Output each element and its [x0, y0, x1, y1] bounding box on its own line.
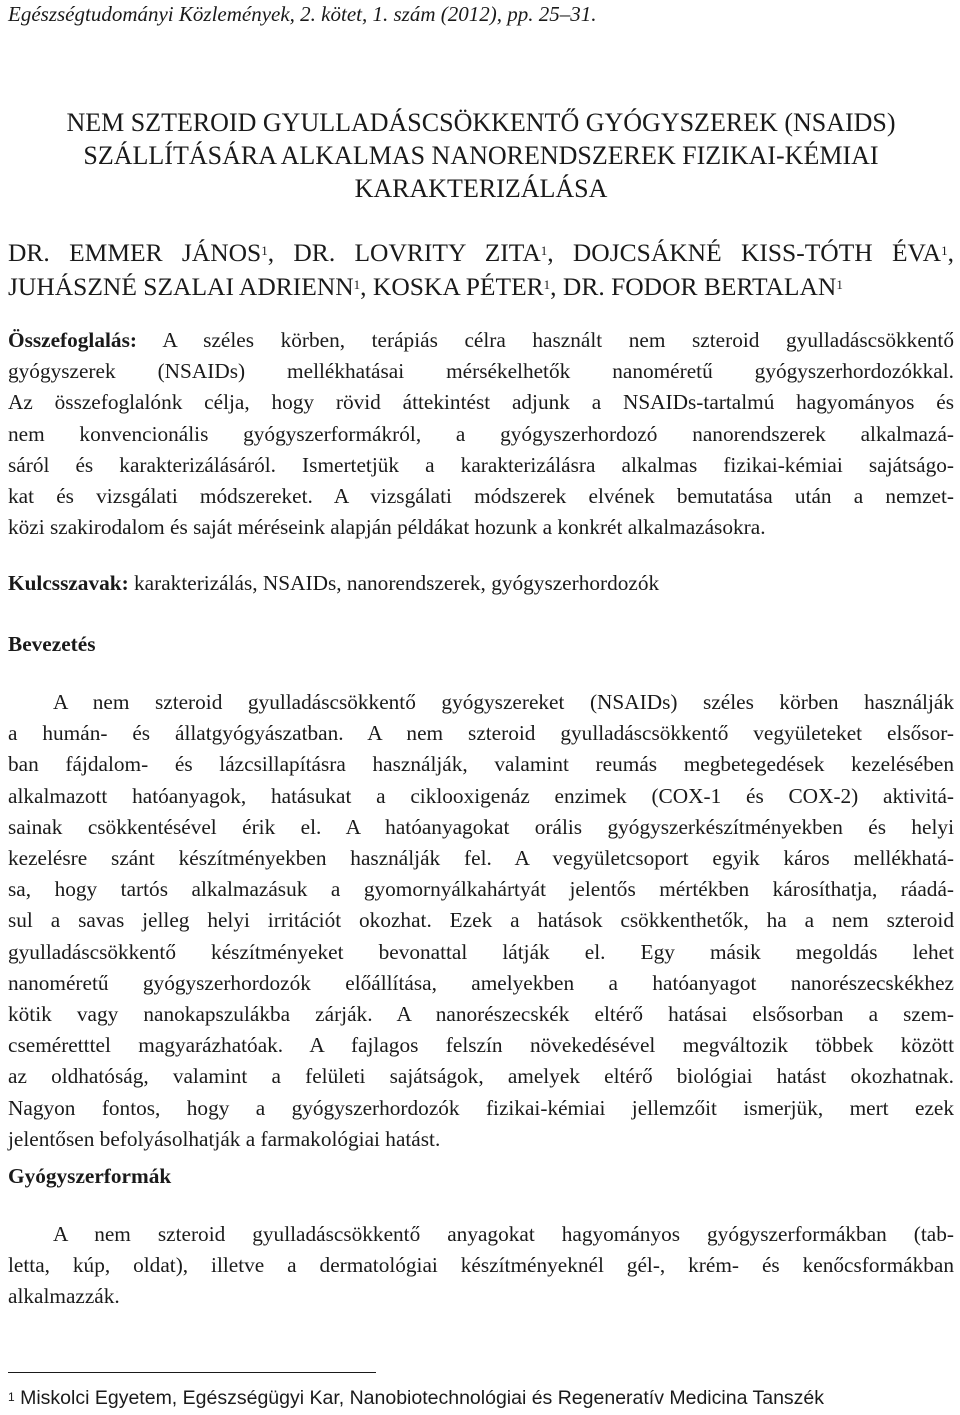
abstract-line: közi szakirodalom és saját méréseink alapján példákat hozunk a konkrét alkalmazásokra. — [8, 515, 766, 540]
body-line: Nagyon fontos, hogy a gyógyszerhordozók fizikai-kémiai jellemzőit ismerjük, mert ezek — [8, 1095, 954, 1120]
body-line: alkalmazzák. — [8, 1284, 120, 1309]
affiliation-mark: 1 — [836, 277, 843, 292]
abstract-line: sáról és karakterizálásáról. Ismertetjük a karakterizálásra alkalmas fizikai-kémiai sajátságo- — [8, 452, 954, 477]
body-line: nanoméretű gyógyszerhordozók előállítása, amelyekben a hatóanyagot nanorészecskékhez — [8, 970, 954, 995]
body-line: sa, hogy tartós alkalmazásuk a gyomornyálkahártyát jelentős mértékben károsíthatja, ráadá- — [8, 877, 954, 902]
abstract-line: nem konvencionális gyógyszerformákról, a gyógyszerhordozó nanorendszerek alkalmazá- — [8, 421, 954, 446]
abstract-text: A széles körben, terápiás célra használt nem szteroid gyulladáscsökkentő — [136, 328, 954, 352]
footnote-text: Miskolci Egyetem, Egészségügyi Kar, Nanobiotechnológiai és Regeneratív Medicina Tanszék — [14, 1387, 825, 1409]
body-line: A nem szteroid gyulladáscsökkentő anyagokat hagyományos gyógyszerformákban (tab- — [53, 1222, 954, 1246]
body-line: a humán- és állatgyógyászatban. A nem szteroid gyulladáscsökkentő vegyületeket elsősor- — [8, 721, 954, 746]
body-line: kötik vagy nanokapszulákba zárják. A nanorészecskék eltérő hatásai elsősorban a szem- — [8, 1002, 954, 1027]
body-line: jelentősen befolyásolhatják a farmakológiai hatást. — [8, 1126, 441, 1151]
body-line: sul a savas jelleg helyi irritációt okozhat. Ezek a hatások csökkenthetők, ha a nem szteroid — [8, 908, 954, 933]
author-name: , DR. FODOR BERTALAN — [550, 272, 837, 301]
body-line: gyulladáscsökkentő készítményeket bevonattal látják el. Egy másik megoldás lehet — [8, 939, 954, 964]
abstract — [8, 325, 954, 543]
affiliation-mark: 1 — [941, 243, 948, 258]
author-line — [8, 236, 954, 270]
title-line: NEM SZTEROID GYULLADÁSCSÖKKENTŐ GYÓGYSZEREK (NSAIDS) — [66, 108, 896, 137]
author-list — [8, 236, 954, 304]
affiliation-mark: 1 — [543, 277, 551, 292]
body-line: az oldhatóság, valamint a felületi sajátságok, amelyek eltérő biológiai hatást okozhatnak. — [8, 1064, 954, 1089]
title-line: SZÁLLÍTÁSÁRA ALKALMAS NANORENDSZEREK FIZIKAI-KÉMIAI — [83, 141, 879, 170]
abstract-line — [8, 325, 954, 356]
section-body-bevezetes — [8, 687, 954, 1155]
body-line: cseméretttel magyarázhatóak. A fajlagos felszín növekedésével megváltozik többek között — [8, 1033, 954, 1058]
author-line — [8, 270, 954, 304]
affiliation-mark: 1 — [353, 277, 361, 292]
author-name: , DOJCSÁKNÉ KISS-TÓTH ÉVA — [547, 238, 942, 267]
keywords — [8, 568, 954, 599]
abstract-line: Az összefoglalónk célja, hogy rövid áttekintést adjunk a NSAIDs-tartalmú hagyományos és — [8, 390, 954, 415]
abstract-line: gyógyszerek (NSAIDs) mellékhatásai mérsékelhetők nanoméretű gyógyszerhordozókkal. — [8, 359, 954, 384]
section-body-gyogyszerformak — [8, 1219, 954, 1313]
footnote-divider — [8, 1372, 376, 1373]
title-line: KARAKTERIZÁLÁSA — [354, 174, 608, 203]
body-line: letta, kúp, oldat), illetve a dermatológiai készítményeknél gél-, krém- és kenőcsformákban — [8, 1253, 954, 1278]
body-line: ban fájdalom- és lázcsillapításra használják, valamint reumás megbetegedések kezelésében — [8, 752, 954, 777]
author-name: JUHÁSZNÉ SZALAI ADRIENN — [8, 272, 354, 301]
section-heading-gyogyszerformak: Gyógyszerformák — [8, 1164, 172, 1188]
body-line: A nem szteroid gyulladáscsökkentő gyógyszereket (NSAIDs) széles körben használják — [53, 690, 954, 714]
body-line: kezelésre szánt készítményekben használják fel. A vegyületcsoport egyik káros mellékhatá- — [8, 846, 954, 871]
paper-title — [8, 106, 954, 205]
keywords-text: karakterizálás, NSAIDs, nanorendszerek, gyógyszerhordozók — [128, 571, 660, 595]
abstract-line: kat és vizsgálati módszereket. A vizsgálati módszerek elvének bemutatása után a nemzet- — [8, 484, 954, 509]
abstract-label: Összefoglalás: — [8, 328, 137, 352]
section-heading-bevezetes: Bevezetés — [8, 632, 96, 656]
affiliation-mark: 1 — [540, 243, 548, 258]
author-name: DR. EMMER JÁNOS — [8, 238, 262, 267]
footnote-mark: 1 — [8, 1390, 15, 1404]
author-separator: , — [947, 238, 954, 267]
body-line: sainak csökkentésével érik el. A hatóanyagokat orális gyógyszerkészítményekben és helyi — [8, 814, 954, 839]
journal-citation: Egészségtudományi Közlemények, 2. kötet, 1. szám (2012), pp. 25–31. — [8, 2, 597, 26]
author-name: , KOSKA PÉTER — [360, 272, 544, 301]
affiliation-mark: 1 — [261, 243, 268, 258]
keywords-label: Kulcsszavak: — [8, 571, 129, 595]
body-line: alkalmazott hatóanyagok, hatásukat a ciklooxigenáz enzimek (COX-1 és COX-2) aktivitá- — [8, 783, 954, 808]
author-name: , DR. LOVRITY ZITA — [267, 238, 541, 267]
footnote — [8, 1385, 824, 1411]
